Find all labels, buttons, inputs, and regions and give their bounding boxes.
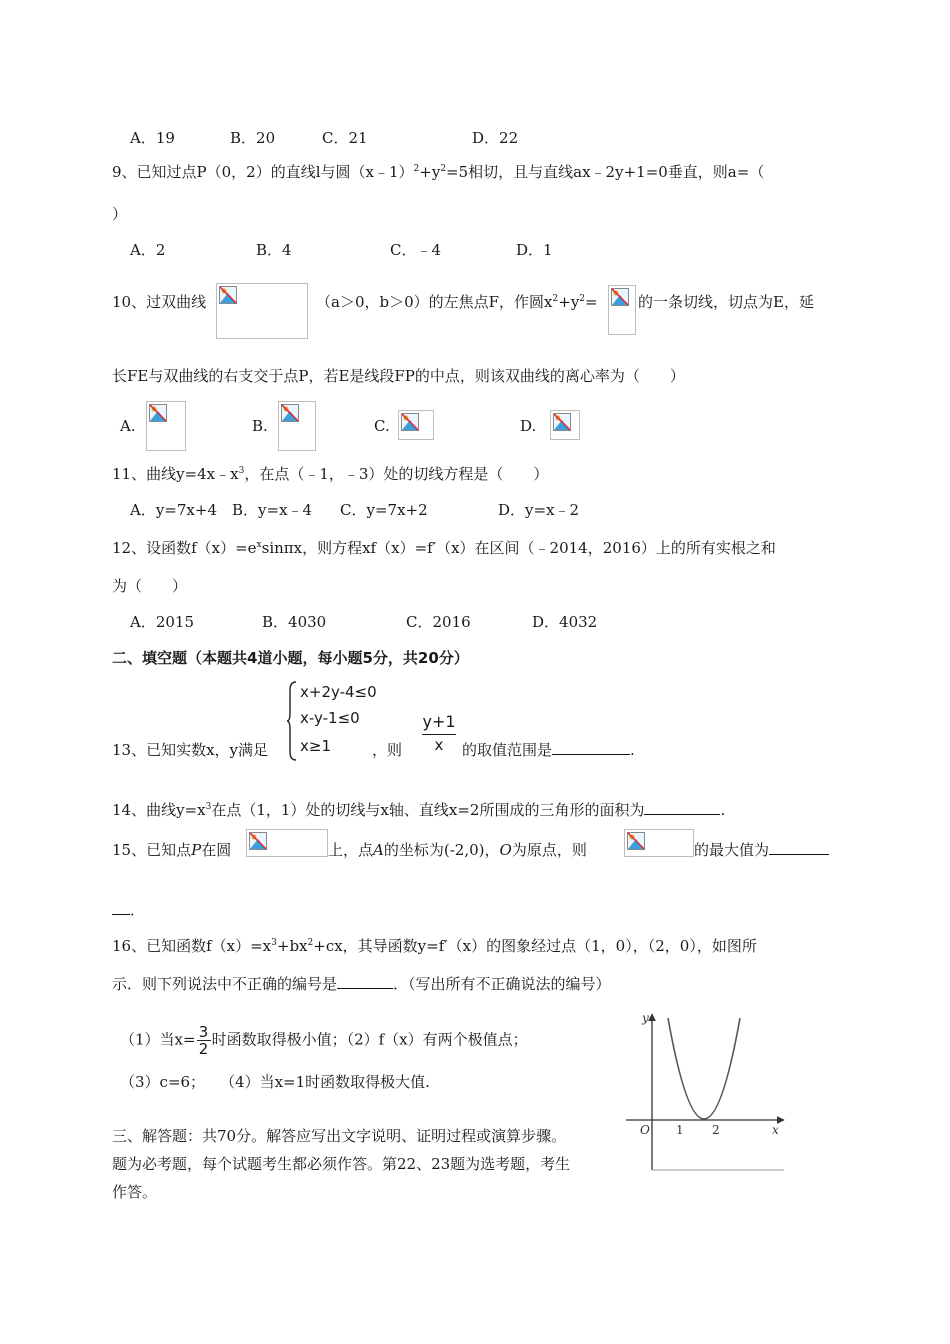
- q15-answer-blank[interactable]: [769, 840, 829, 855]
- q10-option-c-image: [398, 410, 434, 440]
- q13-then: ，则: [372, 741, 403, 759]
- q11-option-c: C．y=7x+2: [340, 501, 428, 519]
- tick-1-label: 1: [676, 1123, 684, 1137]
- q10-suffix: 的一条切线，切点为E，延: [638, 293, 814, 311]
- broken-image-icon: [149, 404, 167, 422]
- q13-fraction-denominator: x: [434, 736, 444, 754]
- x-value-fraction: $\frac{3}{2}$: [197, 1024, 211, 1057]
- section-3-heading: 三、解答题：共70分。解答应写出文字说明、证明过程或演算步骤。: [112, 1127, 567, 1145]
- q15-suffix: 的最大值为: [694, 840, 829, 860]
- circle-radius-image: [608, 285, 636, 335]
- q10-option-a-image: [146, 401, 186, 451]
- section-2-heading: 二、填空题（本题共4道小题，每小题5分，共20分）: [112, 649, 469, 667]
- q10-option-b: B.: [252, 417, 268, 435]
- section-3-line3: 作答。: [112, 1183, 158, 1201]
- section-3-line2: 题为必考题，每个试题考生都必须作答。第22、23题为选考题，考生: [112, 1155, 571, 1173]
- constraint-3: x≥1: [300, 737, 331, 755]
- constraint-2: x-y-1≤0: [300, 709, 360, 727]
- q12-stem: 12、设函数$f(x)=e^x\sin\pi x$，则方程xf（x）=f′（x）在区间（﹣2014，2016）上的所有实根之和: [112, 539, 776, 557]
- q8-option-a: A．19: [130, 129, 175, 147]
- q11-stem: 11、曲线$y=4x﹣x^3$，在点（﹣1，﹣3）处的切线方程是（ ）: [112, 465, 549, 483]
- q15-line2: ．: [112, 900, 145, 920]
- q13-suffix: 的取值范围是 .: [462, 741, 635, 759]
- q14-answer-blank[interactable]: [644, 800, 720, 815]
- broken-image-icon: [401, 413, 419, 431]
- q10-stem-line2: 长FE与双曲线的右支交于点P，若E是线段FP的中点，则该双曲线的离心率为（ ）: [112, 367, 685, 385]
- hyperbola-equation-image: [216, 283, 308, 339]
- q16-stem: 16、已知函数$f(x)=x^3+bx^2+cx$，其导函数y=f′（x）的图象经过点（1，0），（2，0），如图所: [112, 937, 757, 955]
- x-axis-label: x: [772, 1123, 779, 1137]
- q11-option-a: A．y=7x+4: [130, 501, 217, 519]
- q11-option-b: B．y=x﹣4: [232, 501, 313, 519]
- q9-stem-close: ）: [112, 205, 128, 223]
- q9-option-a: A．2: [130, 241, 166, 259]
- q16-statement-1-2: （1）当x= $\frac{3}{2}$ 时函数取得极小值；（2）f（x）有两个极值点；: [120, 1023, 528, 1058]
- y-axis-label: y: [642, 1011, 649, 1025]
- q16-answer-blank[interactable]: [337, 974, 393, 989]
- broken-image-icon: [249, 832, 267, 850]
- broken-image-icon: [281, 404, 299, 422]
- broken-image-icon: [627, 832, 645, 850]
- q11-option-d: D．y=x﹣2: [498, 501, 580, 519]
- q12-stem-line2: 为（ ）: [112, 577, 188, 595]
- q10-option-a: A.: [120, 417, 136, 435]
- q10-option-b-image: [278, 401, 316, 451]
- q8-option-c: C．21: [322, 129, 368, 147]
- q15-vector-expression-image: [624, 829, 694, 857]
- q16-statement-3-4: （3）c=6； （4）当x=1时函数取得极大值.: [120, 1073, 430, 1091]
- q15-middle: 上，点A的坐标为(-2,0)，O为原点，则: [328, 841, 587, 859]
- tick-2-label: 2: [712, 1123, 720, 1137]
- derivative-graph: [624, 1008, 786, 1172]
- q12-option-b: B．4030: [262, 613, 327, 631]
- q12-option-a: A．2015: [130, 613, 195, 631]
- q9-option-d: D．1: [516, 241, 553, 259]
- q10-mid: （a＞0，b＞0）的左焦点F，作圆$x^2+y^2=$: [316, 293, 598, 311]
- q8-option-d: D．22: [472, 129, 519, 147]
- origin-label: O: [640, 1123, 650, 1137]
- q13-answer-blank[interactable]: [552, 740, 630, 755]
- q12-option-d: D．4032: [532, 613, 598, 631]
- q10-prefix: 10、过双曲线: [112, 293, 207, 311]
- q13-prefix: 13、已知实数x，y满足: [112, 741, 269, 759]
- q12-option-c: C．2016: [406, 613, 471, 631]
- constraint-1: x+2y-4≤0: [300, 683, 377, 701]
- q9-option-c: C．﹣4: [390, 241, 442, 259]
- q10-option-c: C.: [374, 417, 390, 435]
- q15-prefix: 15、已知点P在圆: [112, 841, 232, 859]
- q10-option-d: D.: [520, 417, 537, 435]
- broken-image-icon: [219, 286, 237, 304]
- q8-option-b: B．20: [230, 129, 276, 147]
- q13-fraction-numerator: y+1: [422, 712, 456, 731]
- derivative-curve: [668, 1018, 740, 1119]
- q15-circle-equation-image: [246, 829, 328, 857]
- q15-answer-blank-cont[interactable]: [112, 900, 130, 915]
- q9-option-b: B．4: [256, 241, 292, 259]
- system-brace: [286, 680, 298, 762]
- q14-stem: 14、曲线$y=x^3$在点（1，1）处的切线与x轴、直线x=2所围成的三角形的面积为 .: [112, 801, 726, 819]
- broken-image-icon: [553, 413, 571, 431]
- q10-option-d-image: [550, 410, 580, 440]
- q13-fraction: [418, 712, 460, 755]
- q9-stem: 9、已知过点P（0，2）的直线l与圆$(x﹣1)^2+y^2=5$相切，且与直线ax﹣2y+1=0垂直，则a=（: [112, 163, 765, 181]
- broken-image-icon: [611, 288, 629, 306]
- q16-stem-line2: 示．则下列说法中不正确的编号是 ．（写出所有不正确说法的编号）: [112, 975, 611, 993]
